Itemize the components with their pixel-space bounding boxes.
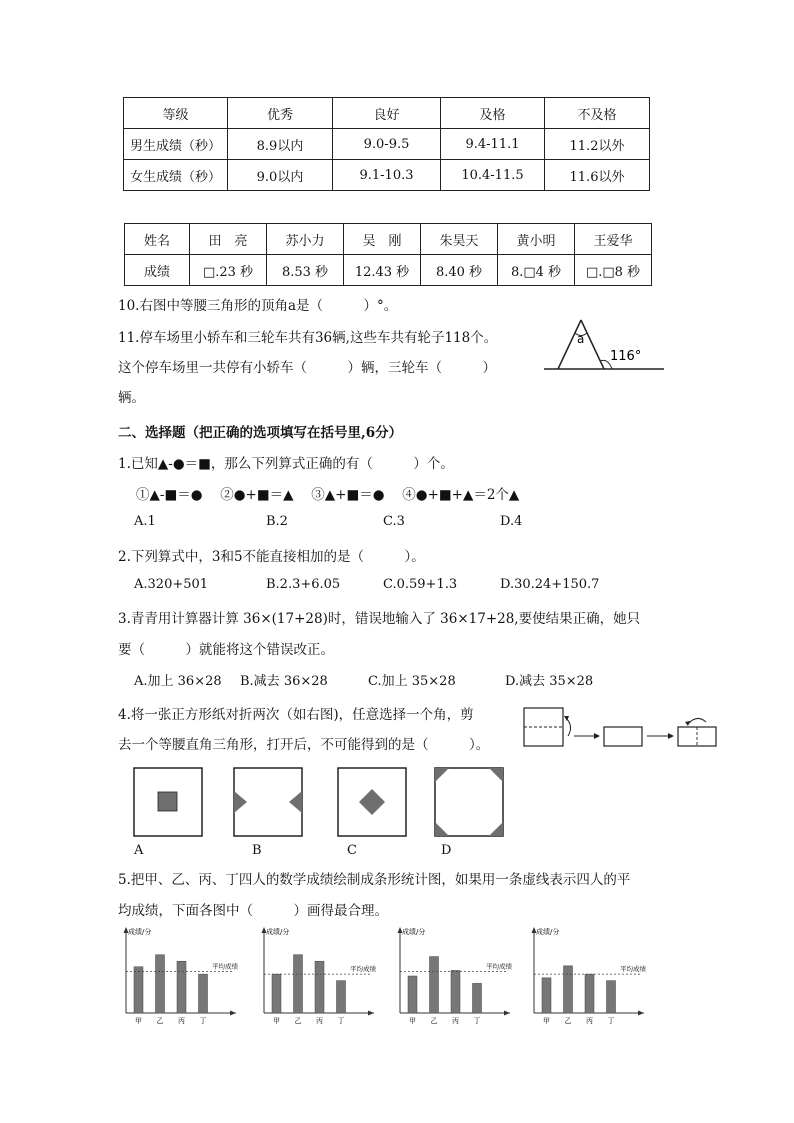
table-cell: 吴 刚 [344, 224, 421, 255]
x-tick-label: 丙 [586, 1017, 593, 1025]
average-line-label: 平均成绩 [350, 965, 376, 974]
table-cell: 10.4-11.5 [441, 160, 545, 191]
bar [607, 981, 616, 1013]
table-cell: 12.43 秒 [344, 255, 421, 286]
bar [451, 970, 460, 1013]
choice-1-option-a: A.1 [134, 514, 156, 529]
question-11-line-3: 辆。 [118, 390, 145, 406]
corner-cut-bottom-right [489, 822, 503, 836]
corner-cut-top-left [435, 768, 449, 782]
choice-1-stem: 1.已知▲-●＝■，那么下列算式正确的有（ ）个。 [118, 456, 454, 472]
right-notch [289, 791, 302, 813]
fold-arrow-2-head [685, 721, 690, 726]
table-cell: 女生成绩（秒） [124, 160, 228, 191]
x-tick-label: 丙 [178, 1017, 185, 1025]
choice-5-line-1: 5.把甲、乙、丙、丁四人的数学成绩绘制成条形统计图，如果用一条虚线表示四人的平 [118, 872, 631, 888]
x-tick-label: 甲 [135, 1017, 142, 1025]
table-cell: □.□8 秒 [575, 255, 652, 286]
bar [564, 966, 573, 1013]
table-cell: 11.6以外 [545, 160, 650, 191]
table-cell: 8.9以内 [228, 129, 333, 160]
table-cell: 男生成绩（秒） [124, 129, 228, 160]
x-axis-arrow [638, 1011, 644, 1016]
arrow-2-head [668, 733, 674, 739]
x-axis-arrow [368, 1011, 374, 1016]
x-tick-label: 丁 [473, 1017, 481, 1025]
choice-3-option-d: D.减去 35×28 [505, 674, 594, 689]
choice-1-option-b: B.2 [266, 514, 288, 529]
option-b-figure [233, 767, 303, 837]
choice-3-line-2: 要（ ）就能将这个错误改正。 [118, 642, 334, 658]
bar [156, 955, 165, 1013]
choice-1-option-d: D.4 [500, 514, 523, 529]
average-line-label: 平均成绩 [620, 965, 646, 974]
table-row [124, 160, 650, 191]
x-tick-label: 丁 [199, 1017, 207, 1025]
average-line-label: 平均成绩 [212, 962, 238, 971]
name-table [124, 223, 652, 286]
x-axis-arrow [504, 1011, 510, 1016]
left-notch [234, 791, 247, 813]
choice-2-option-b: B.2.3+6.05 [266, 577, 341, 592]
table-cell: 朱昊天 [421, 224, 498, 255]
table-cell: 8.□4 秒 [498, 255, 575, 286]
table-cell: □.23 秒 [190, 255, 267, 286]
table-cell: 及格 [441, 98, 545, 129]
table-cell: 苏小力 [267, 224, 344, 255]
table-cell: 黄小明 [498, 224, 575, 255]
choice-3-option-b: B.减去 36×28 [240, 674, 328, 689]
choice-3-option-c: C.加上 35×28 [368, 674, 456, 689]
x-tick-label: 乙 [430, 1017, 438, 1025]
square-outline [435, 768, 503, 836]
x-tick-label: 丁 [607, 1017, 615, 1025]
question-10: 10.右图中等腰三角形的顶角a是（ ）°。 [118, 298, 398, 314]
fold-arrow-2 [688, 718, 706, 724]
table-row [124, 98, 650, 129]
table-cell: 9.4-11.1 [441, 129, 545, 160]
option-c-label: C [347, 843, 357, 858]
table-cell: 成绩 [125, 255, 190, 286]
table-cell: 优秀 [228, 98, 333, 129]
folding-diagram [520, 704, 724, 752]
table-row [125, 255, 652, 286]
table-cell: 良好 [333, 98, 441, 129]
choice-5-line-2: 均成绩，下面各图中（ ）画得最合理。 [118, 903, 388, 919]
bar [199, 974, 208, 1013]
bar [272, 974, 281, 1013]
y-axis-label: 成绩/分 [266, 928, 290, 936]
choice-2-option-c: C.0.59+1.3 [383, 577, 458, 592]
center-square-hole [158, 792, 177, 811]
arrow-1-head [594, 733, 600, 739]
bar [542, 978, 551, 1013]
question-11-line-1: 11.停车场里小轿车和三轮车共有36辆,这些车共有轮子118个。 [118, 330, 498, 346]
x-tick-label: 乙 [564, 1017, 572, 1025]
center-diamond-hole [359, 789, 385, 815]
bar [294, 955, 303, 1013]
corner-cut-top-right [489, 768, 503, 782]
triangle-figure [540, 314, 666, 374]
table-cell: 8.40 秒 [421, 255, 498, 286]
x-tick-label: 甲 [273, 1017, 280, 1025]
bar [315, 961, 324, 1013]
choice-4-line-1: 4.将一张正方形纸对折两次（如右图)，任意选择一个角，剪 [118, 707, 474, 723]
x-tick-label: 丁 [337, 1017, 345, 1025]
bar-chart-option-c [392, 925, 520, 1025]
bar [585, 974, 594, 1013]
choice-2-option-d: D.30.24+150.7 [500, 577, 600, 592]
x-tick-label: 乙 [156, 1017, 164, 1025]
bar-chart-option-b [256, 925, 384, 1025]
table-row [125, 224, 652, 255]
bar-chart-option-d [526, 925, 654, 1025]
bar [408, 976, 417, 1013]
table-cell: 田 亮 [190, 224, 267, 255]
y-axis-label: 成绩/分 [128, 928, 152, 936]
choice-3-option-a: A.加上 36×28 [134, 674, 222, 689]
bar-chart-option-a [118, 925, 246, 1025]
bar [473, 983, 482, 1013]
option-c-figure [337, 767, 407, 837]
x-tick-label: 甲 [543, 1017, 550, 1025]
table-cell: 等级 [124, 98, 228, 129]
y-axis-label: 成绩/分 [402, 928, 426, 936]
choice-2-stem: 2.下列算式中，3和5不能直接相加的是（ ）。 [118, 549, 425, 565]
apex-label: a [577, 332, 585, 346]
half-folded-paper [604, 727, 642, 746]
table-row [124, 129, 650, 160]
option-a-label: A [134, 843, 144, 858]
bar [337, 981, 346, 1013]
table-cell: 8.53 秒 [267, 255, 344, 286]
option-b-label: B [252, 843, 262, 858]
bar [177, 961, 186, 1013]
choice-3-line-1: 3.青青用计算器计算 36×(17+28)时，错误地输入了 36×17+28,要使结果正确，她只 [118, 611, 641, 627]
option-d-label: D [441, 843, 452, 858]
table-cell: 11.2以外 [545, 129, 650, 160]
fold-arrow-1 [566, 718, 571, 736]
choice-1-items: ①▲-■＝● ②●+■＝▲ ③▲+■＝● ④●+■+▲＝2个▲ [136, 487, 520, 503]
triangle-right-side [581, 320, 604, 369]
bar [430, 957, 439, 1013]
table-cell: 9.0-9.5 [333, 129, 441, 160]
section-2-title: 二、选择题（把正确的选项填写在括号里,6分） [118, 425, 403, 441]
table-cell: 王爱华 [575, 224, 652, 255]
angle-label: 116° [610, 349, 642, 364]
grade-table [123, 97, 650, 191]
x-tick-label: 乙 [294, 1017, 302, 1025]
question-11-line-2: 这个停车场里一共停有小轿车（ ）辆，三轮车（ ） [118, 360, 496, 376]
x-tick-label: 甲 [409, 1017, 416, 1025]
option-a-figure [133, 767, 203, 837]
corner-cut-bottom-left [435, 822, 449, 836]
x-tick-label: 丙 [452, 1017, 459, 1025]
choice-1-option-c: C.3 [383, 514, 405, 529]
y-axis-label: 成绩/分 [536, 928, 560, 936]
table-cell: 姓名 [125, 224, 190, 255]
bar [134, 967, 143, 1013]
choice-2-option-a: A.320+501 [134, 577, 209, 592]
choice-4-line-2: 去一个等腰直角三角形，打开后，不可能得到的是（ ）。 [118, 737, 490, 753]
table-cell: 9.0以内 [228, 160, 333, 191]
average-line-label: 平均成绩 [486, 962, 512, 971]
option-d-figure [434, 767, 504, 837]
table-cell: 9.1-10.3 [333, 160, 441, 191]
x-tick-label: 丙 [316, 1017, 323, 1025]
table-cell: 不及格 [545, 98, 650, 129]
x-axis-arrow [230, 1011, 236, 1016]
